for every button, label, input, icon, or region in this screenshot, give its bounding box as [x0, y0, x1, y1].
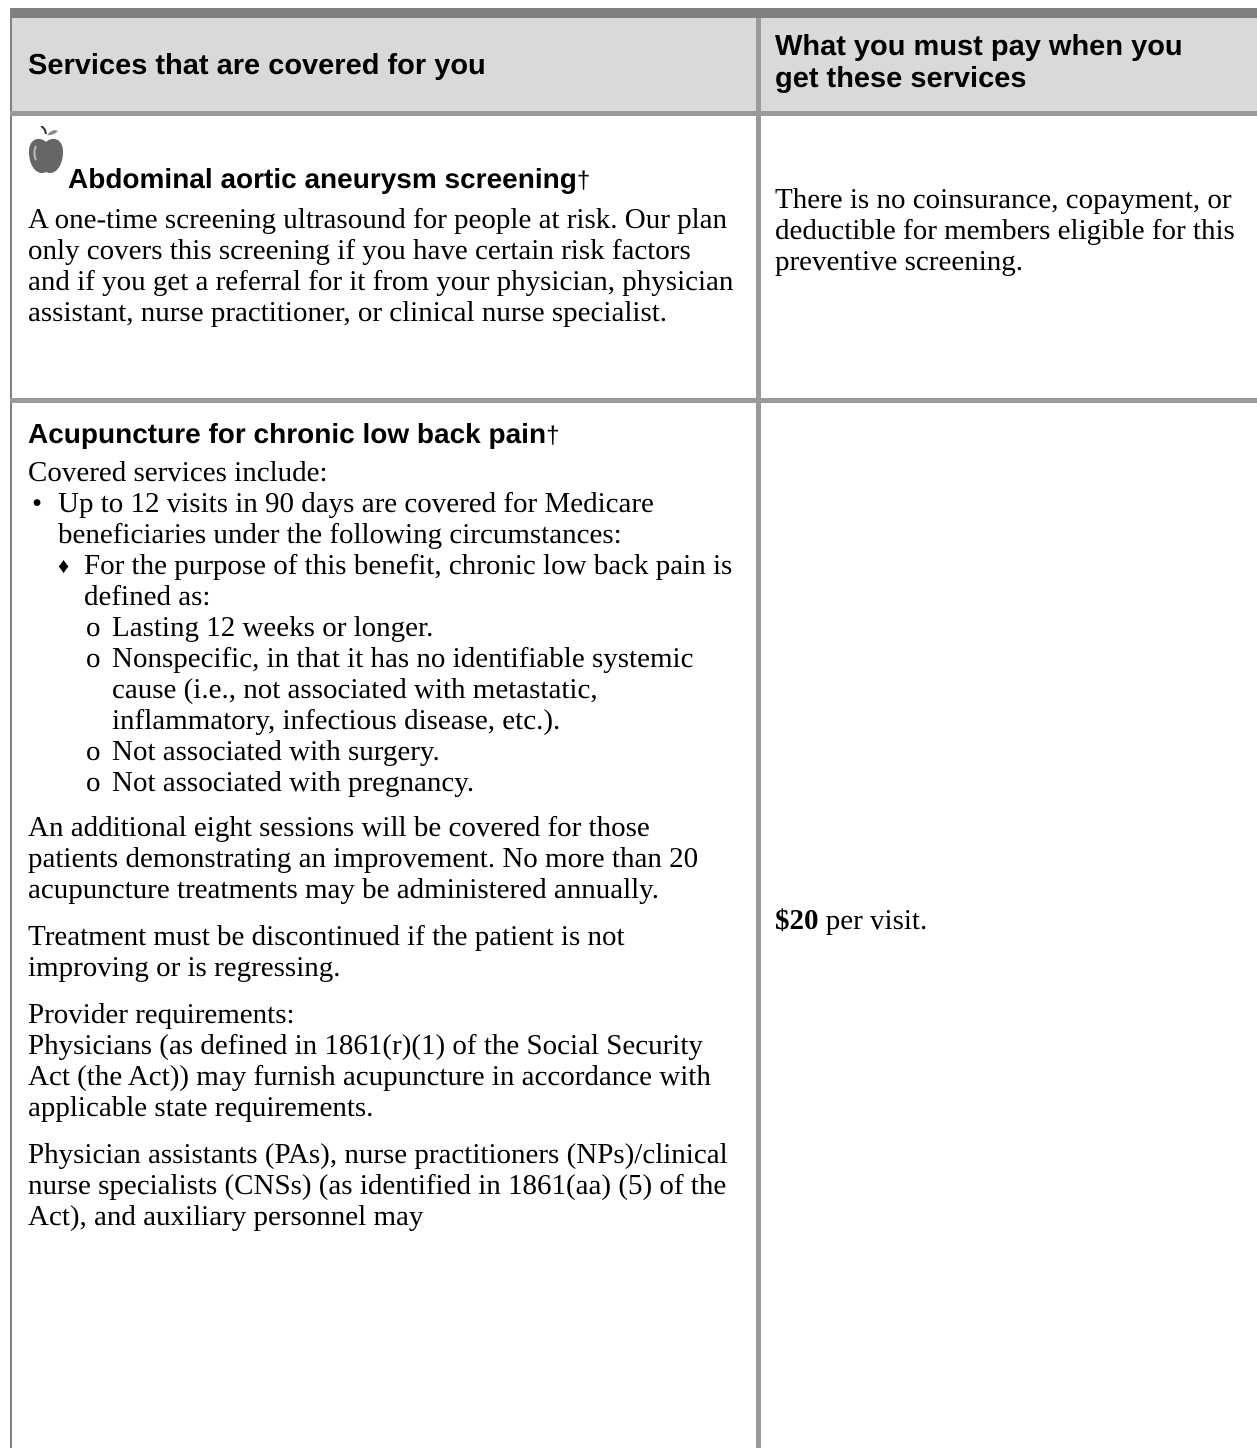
- table-row-acupuncture: [10, 398, 1257, 1448]
- list-item: o Not associated with pregnancy.: [86, 766, 475, 798]
- service-title: Abdominal aortic aneurysm screening†: [68, 163, 591, 194]
- table-header: [10, 8, 1257, 111]
- service-description: A one-time screening ultrasound for people at risk. Our plan only covers this screening if you have certain risk factors and if you get a referral for it from your physician, physician assistant, nurse practitioner, or clinical nurse specialist.: [28, 203, 734, 328]
- paragraph-pa-np: Physician assistants (PAs), nurse practitioners (NPs)/clinical nurse specialists (CNSs) (as identified in 1861(aa) (5) of the Act), and auxiliary personnel may: [28, 1138, 728, 1232]
- header-covered-services: Services that are covered for you: [10, 18, 761, 111]
- circle-bullet-icon: o: [86, 611, 101, 643]
- bullet-dot-icon: •: [32, 487, 43, 519]
- list-item: o Nonspecific, in that it has no identifiable systemic cause (i.e., not associated with metastatic, inflammatory, infectious disease, etc.).: [86, 642, 694, 736]
- paragraph-discontinue: Treatment must be discontinued if the patient is not improving or is regressing.: [28, 920, 625, 983]
- service-cell: [10, 116, 761, 398]
- covered-intro: Covered services include:: [28, 456, 328, 488]
- bullet-item: • Up to 12 visits in 90 days are covered for Medicare beneficiaries under the following circumstances:: [32, 487, 654, 550]
- list-item: o Not associated with surgery.: [86, 735, 440, 767]
- benefits-table: [10, 8, 1257, 1448]
- paragraph-provider-requirements: Provider requirements: Physicians (as defined in 1861(r)(1) of the Social Security Act (the Act)) may furnish acupuncture in accordance with applicable state requirements.: [28, 998, 711, 1123]
- diamond-bullet-icon: ♦: [58, 553, 70, 578]
- circle-bullet-icon: o: [86, 642, 101, 674]
- service-cell: [10, 403, 761, 1448]
- sub-bullet-item: ♦ For the purpose of this benefit, chronic low back pain is defined as:: [58, 549, 733, 612]
- table-row-aaa-screening: [10, 111, 1257, 398]
- apple-icon: [28, 126, 64, 176]
- cost-text: There is no coinsurance, copayment, or deductible for members eligible for this preventive screening.: [775, 183, 1235, 277]
- circle-bullet-icon: o: [86, 735, 101, 767]
- cost-text: $20 per visit.: [775, 904, 928, 936]
- list-item: o Lasting 12 weeks or longer.: [86, 611, 434, 643]
- header-what-you-pay: What you must pay when you get these services: [775, 30, 1183, 94]
- service-title: Acupuncture for chronic low back pain†: [28, 418, 560, 449]
- circle-bullet-icon: o: [86, 766, 101, 798]
- paragraph-additional-sessions: An additional eight sessions will be covered for those patients demonstrating an improvement. No more than 20 acupuncture treatments may be administered annually.: [28, 811, 699, 905]
- cost-cell: [761, 403, 1257, 1448]
- cost-cell: [761, 116, 1257, 398]
